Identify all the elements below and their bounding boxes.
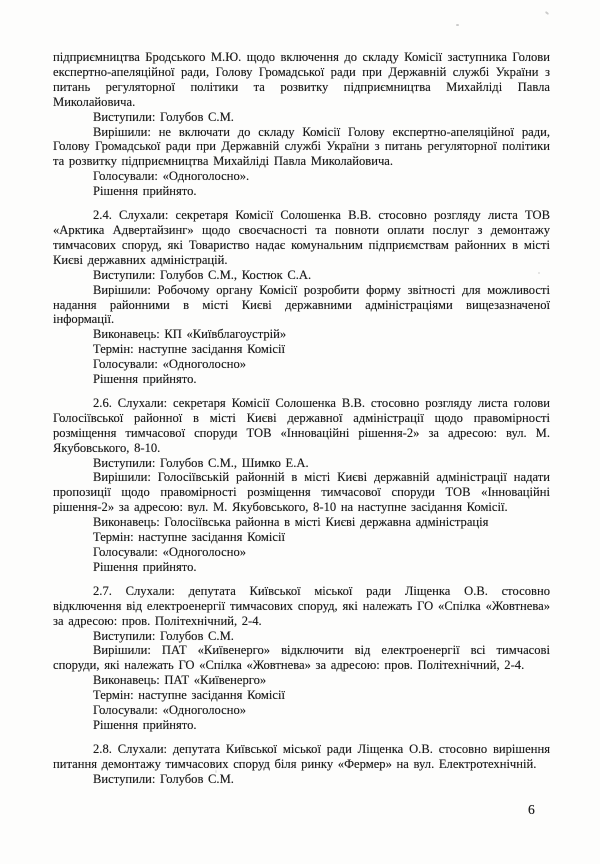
line-vystupyly: Виступили: Голубов С.М. — [93, 109, 234, 124]
line-termin: Термін: наступне засідання Комісії — [93, 688, 285, 703]
scan-artifact — [545, 11, 549, 15]
line-rishennia: Рішення прийнято. — [93, 372, 197, 387]
scan-artifact — [456, 24, 459, 26]
line-holosuvaly: Голосували: «Одноголосно» — [93, 357, 247, 372]
paragraph-vyrishyly: Вирішили: Голосіївській районній в місті Києві державній адміністрації надати пропозиції щодо правомірності розміщення тимчасової споруди ТОВ «Інноваційні рішення-2» за адресою: вул. М. Якубовського, 8-10 на наступне засідання Комісії. — [53, 470, 550, 515]
paragraph-continuation-body: підприємництва Бродського М.Ю. щодо включення до складу Комісії заступника Голови експертно-апеляційної ради, Голову Громадської ради при Державній службі України з питань регуляторної політики та розвитку підприємництва Михайліді Павла Миколайовича. — [53, 50, 550, 109]
line-holosuvaly: Голосували: «Одноголосно» — [93, 703, 247, 718]
paragraph-slukhaly-2-7: 2.7. Слухали: депутата Київської міської ради Ліщенка О.В. стосовно відключення від електроенергії тимчасових споруд, які належать ГО «Спілка «Жовтнева» за адресою: пров. Політехнічний, 2-4. — [53, 583, 550, 628]
line-holosuvaly: Голосували: «Одноголосно» — [93, 545, 247, 559]
line-vystupyly: Виступили: Голубов С.М. — [93, 628, 234, 643]
line-rishennia: Рішення прийнято. — [93, 717, 197, 732]
line-vykonavets: Виконавець: ПАТ «Київенерго» — [93, 673, 267, 688]
page-number: 6 — [528, 802, 535, 817]
line-rishennia: Рішення прийнято. — [93, 559, 197, 574]
line-rishennia: Рішення прийнято. — [93, 184, 197, 199]
paragraph-vyrishyly: Вирішили: не включати до складу Комісії Голову експертно-апеляційної ради, Голову Громадської ради при Державній службі України з питань регуляторної політики та розвитку підприємництва Михайліді Павла Миколайовича. — [53, 124, 550, 169]
line-vystupyly: Виступили: Голубов С.М., Шимко Е.А. — [93, 455, 309, 470]
line-vystupyly: Виступили: Голубов С.М. — [93, 771, 234, 786]
paragraph-vyrishyly: Вирішили: Робочому органу Комісії розробити форму звітності для можливості надання районними в місті Києві державними адміністраціями вищезазначеної інформації. — [53, 282, 550, 327]
line-termin: Термін: наступне засідання Комісії — [93, 530, 285, 545]
paragraph-slukhaly-2-6: 2.6. Слухали: секретаря Комісії Солошенка В.В. стосовно розгляду листа голови Голосіївської районної в місті Києві державної адміністрації щодо правомірності розміщення тимчасової споруди ТОВ «Інноваційні рішення-2» за адресою: вул. М. Якубовського, 8-10. — [53, 395, 550, 455]
line-vystupyly: Виступили: Голубов С.М., Костюк С.А. — [93, 267, 312, 282]
line-vykonavets: Виконавець: Голосіївська районна в місті Києві державна адміністрація — [93, 515, 489, 530]
line-termin: Термін: наступне засідання Комісії — [93, 342, 285, 357]
document-body — [53, 50, 550, 787]
line-holosuvaly: Голосували: «Одноголосно». — [93, 169, 250, 184]
paragraph-vyrishyly: Вирішили: ПАТ «Київенерго» відключити від електроенергії всі тимчасові споруди, які належать ГО «Спілка «Жовтнева» за адресою: пров. Політехнічний, 2-4. — [53, 643, 550, 673]
paragraph-slukhaly-2-8: 2.8. Слухали: депутата Київської міської ради Ліщенка О.В. стосовно вирішення питання демонтажу тимчасових споруд біля ринку «Фермер» на вул. Електротехнічній. — [53, 741, 550, 771]
line-vykonavets: Виконавець: КП «Київблагоустрій» — [93, 327, 287, 342]
paragraph-slukhaly-2-4: 2.4. Слухали: секретаря Комісії Солошенка В.В. стосовно розгляду листа ТОВ «Арктика Адвертайзинг» щодо своєчасності та повноти оплати послуг з демонтажу тимчасових споруд, які Товариство надає комунальним підприємствам районних в місті Києві державних адміністрацій. — [53, 208, 550, 267]
